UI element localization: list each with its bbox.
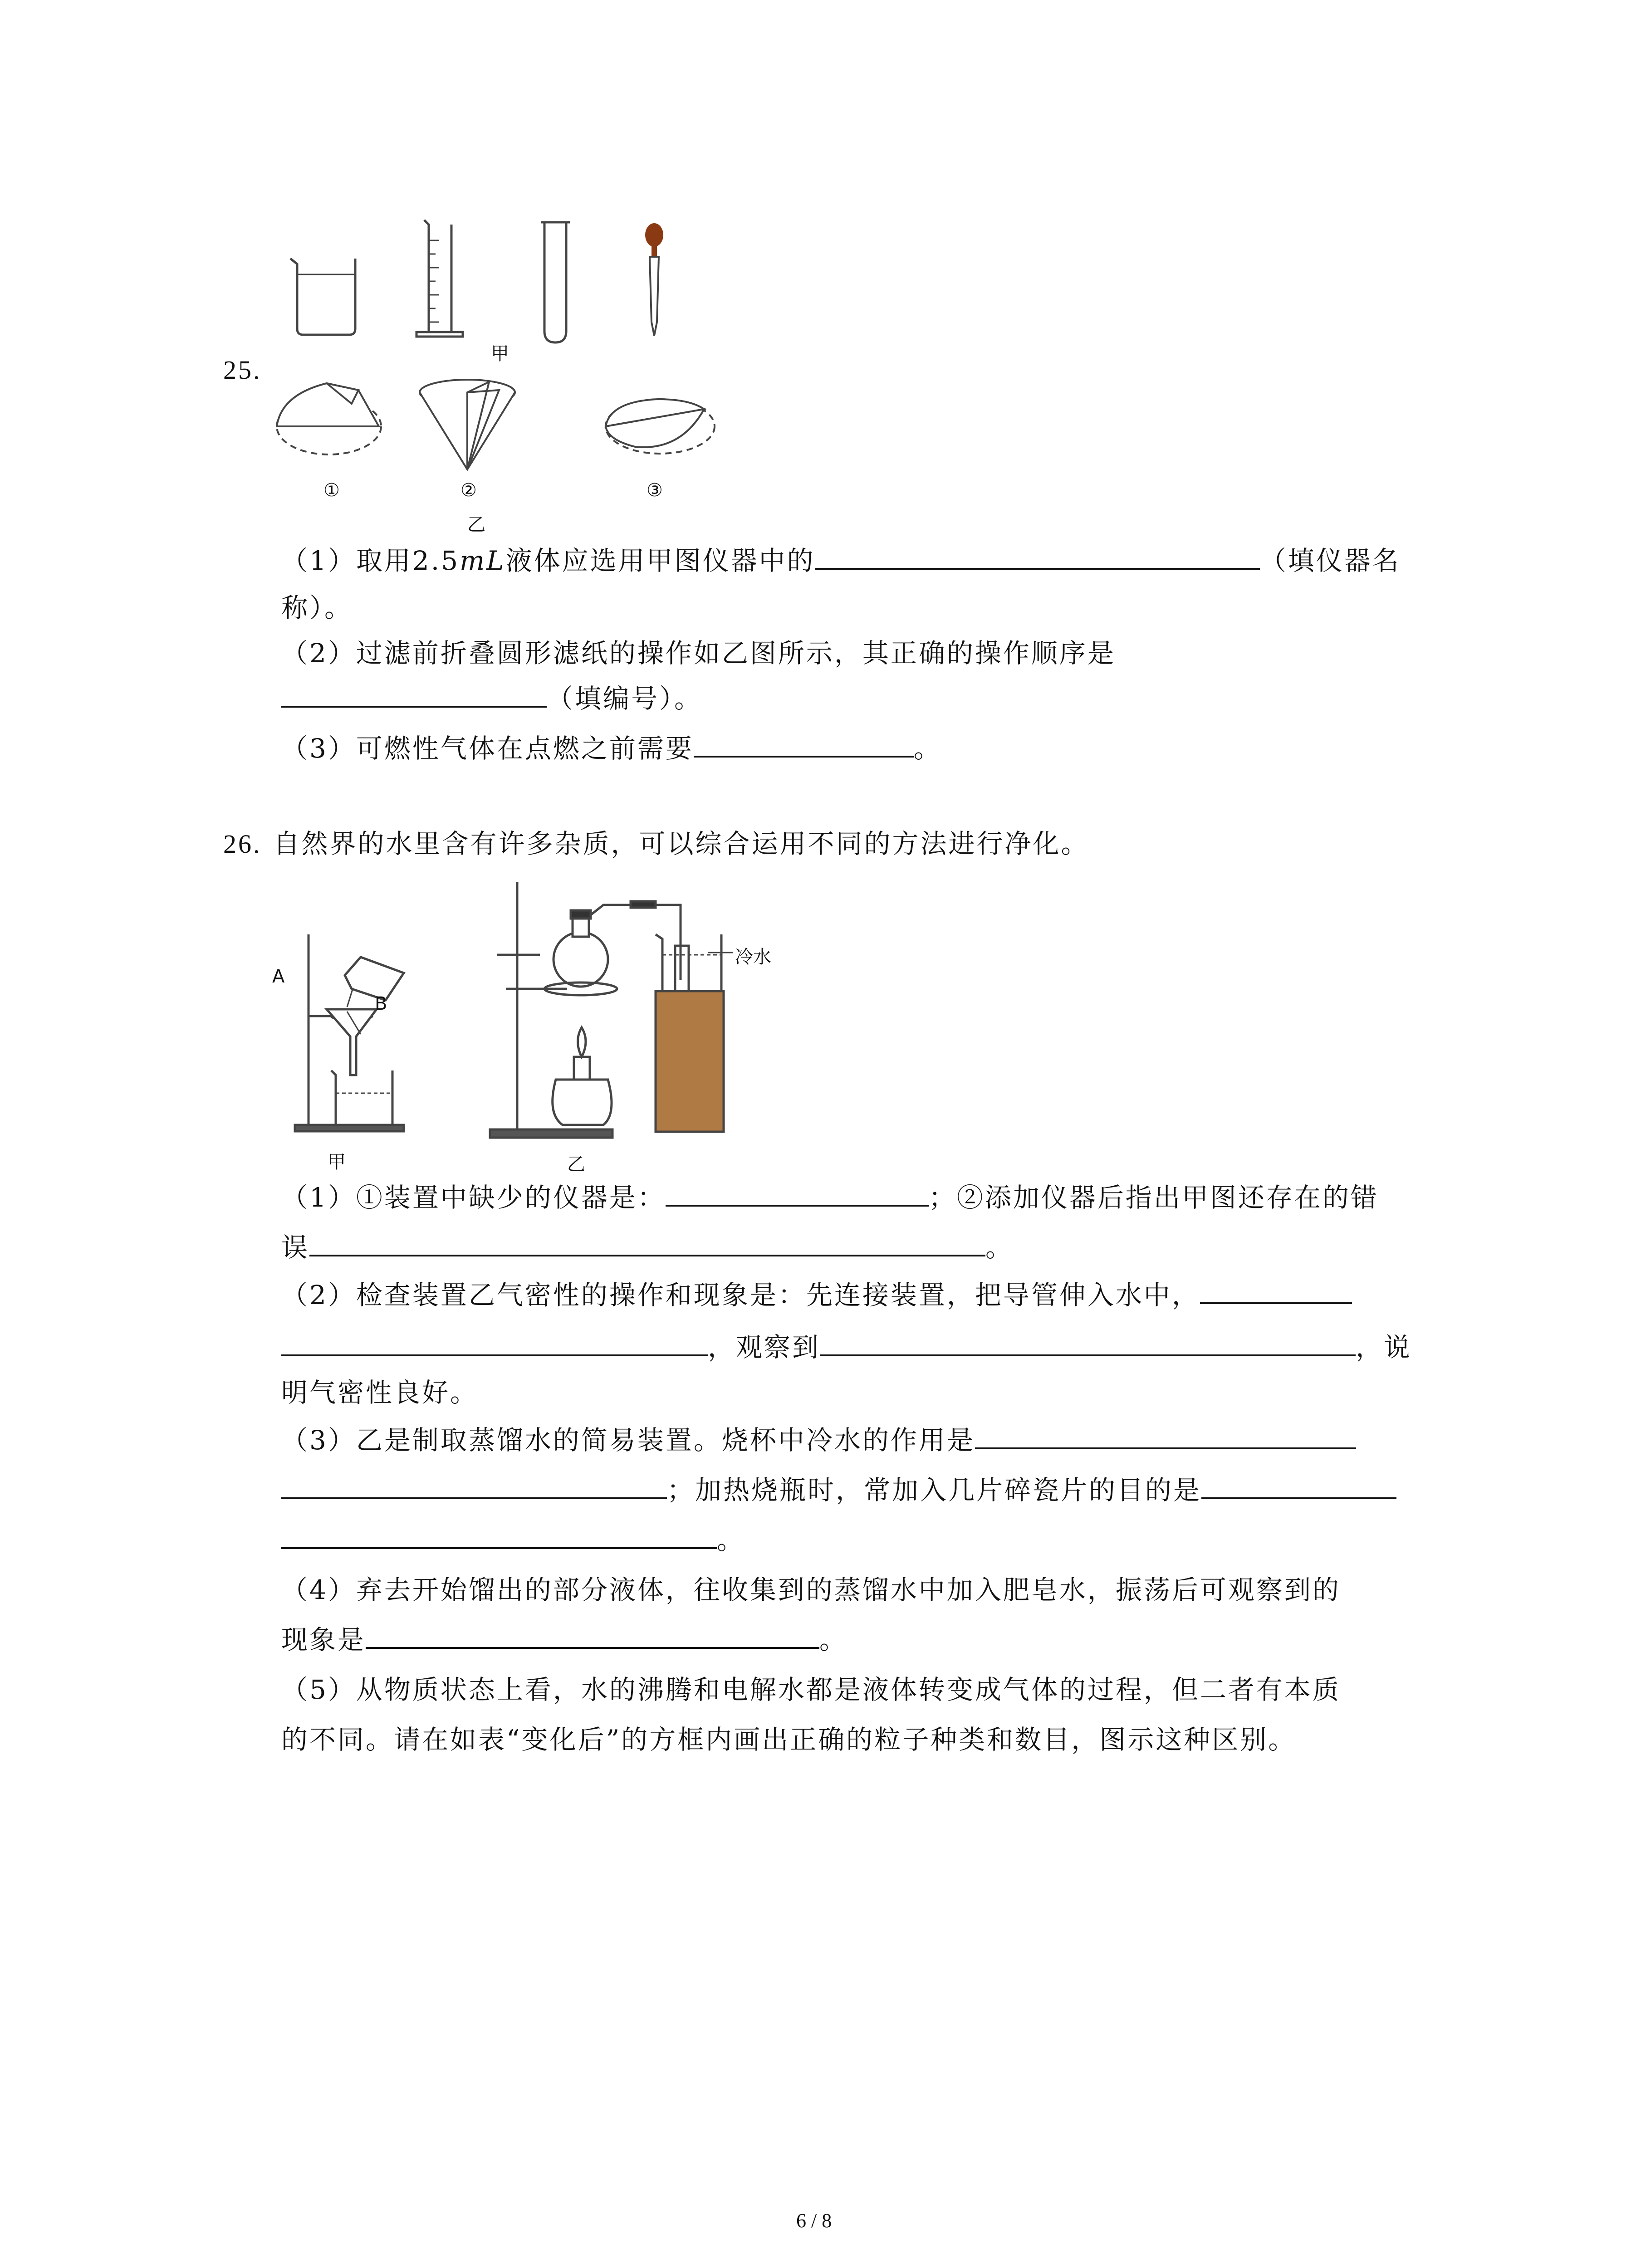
q26-answer-4-blank[interactable] (366, 1622, 819, 1649)
fold-label-3: ③ (647, 480, 663, 501)
q26-part2-text-c: ，说 (1356, 1332, 1412, 1363)
q25-part1-text-d: 称）。 (281, 592, 353, 623)
distillation-apparatus-figure (472, 878, 762, 1141)
figure-yi-label-2: 乙 (567, 1154, 585, 1175)
q26-part1-text-b: ；②添加仪器后指出甲图还存在的错 (928, 1182, 1379, 1213)
beaker-icon (290, 259, 355, 335)
filter-folding-figure (272, 376, 726, 481)
q25-answer-3-blank[interactable] (694, 730, 914, 758)
q26-part4-text-c: 。 (819, 1624, 848, 1655)
fold-step-3-icon (606, 399, 715, 454)
fold-step-2-icon (420, 380, 515, 469)
q26-part2-line2 (281, 1329, 1412, 1365)
q26-part4-text-a: （4）弃去开始馏出的部分液体，往收集到的蒸馏水中加入肥皂水，振荡后可观察到的 (281, 1574, 1341, 1605)
q26-part4-line2 (281, 1622, 847, 1658)
q26-part2-text-d: 明气密性良好。 (281, 1377, 479, 1408)
q25-part2-line2 (281, 680, 702, 717)
q26-part5-text-b: 的不同。请在如表“变化后”的方框内画出正确的粒子种类和数目，图示这种区别。 (281, 1724, 1297, 1755)
q26-part5-text-a: （5）从物质状态上看，水的沸腾和电解水都是液体转变成气体的过程，但二者有本质 (281, 1674, 1341, 1705)
fold-label-1: ① (323, 480, 340, 501)
q26-part3-text-c: 。 (717, 1525, 745, 1555)
instruments-figure (272, 213, 681, 349)
q26-part5-line2 (281, 1721, 1296, 1758)
q25-part2-text-a: （2）过滤前折叠圆形滤纸的操作如乙图所示，其正确的操作顺序是 (281, 638, 1116, 669)
q26-answer-3c-blank[interactable] (1201, 1472, 1396, 1499)
q26-part2-line1 (281, 1277, 1352, 1313)
q26-stem-text: 自然界的水里含有许多杂质，可以综合运用不同的方法进行净化。 (273, 828, 1089, 859)
q25-part2-text-b: （填编号）。 (547, 683, 703, 714)
q26-answer-3b-blank[interactable] (281, 1472, 667, 1499)
q26-answer-3d-blank[interactable] (281, 1522, 717, 1549)
q25-answer-1-blank[interactable] (815, 543, 1260, 570)
q26-answer-2a-blank[interactable] (1200, 1277, 1352, 1304)
q26-part3-line3 (281, 1522, 745, 1558)
q26-part3-line1 (281, 1422, 1356, 1458)
q26-part1-line1 (281, 1179, 1379, 1216)
cold-water-label: 冷水 (735, 947, 771, 968)
page-number: 6 / 8 (796, 2209, 832, 2232)
q26-answer-3a-blank[interactable] (975, 1422, 1356, 1449)
q26-part1-text-d: 。 (985, 1232, 1014, 1263)
q25-part1-line2 (281, 590, 353, 626)
q26-part3-line2 (281, 1472, 1396, 1508)
dropper-icon (645, 223, 663, 336)
q26-part3-text-b: ；加热烧瓶时，常加入几片碎瓷片的目的是 (667, 1475, 1202, 1505)
q26-answer-1a-blank[interactable] (666, 1179, 929, 1207)
q26-part1-text-a: （1）①装置中缺少的仪器是： (281, 1182, 666, 1213)
q26-part1-line2 (281, 1229, 1014, 1266)
fold-label-2: ② (460, 480, 477, 501)
test-tube-icon (541, 222, 570, 342)
question-26-number: 26. (223, 829, 262, 859)
q26-answer-1b-blank[interactable] (309, 1229, 985, 1256)
filtration-label-b: B (375, 993, 387, 1014)
q25-part1-unit: mL (460, 545, 506, 576)
figure-jia-label: 甲 (491, 343, 509, 364)
q25-answer-2-blank[interactable] (281, 680, 547, 708)
q26-part2-text-b: ，观察到 (708, 1332, 821, 1363)
question-25-number: 25. (223, 355, 262, 385)
q25-part1-text-c: （填仪器名 (1259, 545, 1401, 576)
graduated-cylinder-icon (416, 220, 463, 337)
q25-part3-line (281, 730, 942, 767)
fold-step-1-icon (277, 383, 381, 455)
q26-answer-2b-blank[interactable] (281, 1329, 708, 1356)
q26-part2-line3 (281, 1374, 478, 1411)
q26-answer-2c-blank[interactable] (820, 1329, 1356, 1356)
wooden-block-icon (656, 991, 724, 1132)
q26-part4-line1 (281, 1572, 1341, 1608)
q26-part2-text-a: （2）检查装置乙气密性的操作和现象是：先连接装置，把导管伸入水中， (281, 1280, 1200, 1310)
q25-part3-text-a: （3）可燃性气体在点燃之前需要 (281, 733, 694, 764)
q26-part5-line1 (281, 1672, 1341, 1708)
filtration-apparatus-figure (272, 925, 417, 1134)
q25-part2-line1 (281, 635, 1116, 671)
figure-yi-label: 乙 (467, 514, 485, 535)
q25-part1-line1 (281, 543, 1401, 579)
q25-part3-text-b: 。 (913, 733, 942, 764)
q26-part3-text-a: （3）乙是制取蒸馏水的简易装置。烧杯中冷水的作用是 (281, 1425, 975, 1456)
q25-part1-text-b: 液体应选用甲图仪器中的 (505, 545, 815, 576)
q25-part1-text-a: （1）取用2.5 (281, 545, 460, 576)
q26-part1-text-c: 误 (281, 1232, 310, 1263)
q26-stem-line (223, 826, 1089, 862)
filtration-label-a: A (272, 966, 285, 987)
q26-part4-text-b: 现象是 (281, 1624, 366, 1655)
figure-jia-label-2: 甲 (328, 1152, 346, 1173)
